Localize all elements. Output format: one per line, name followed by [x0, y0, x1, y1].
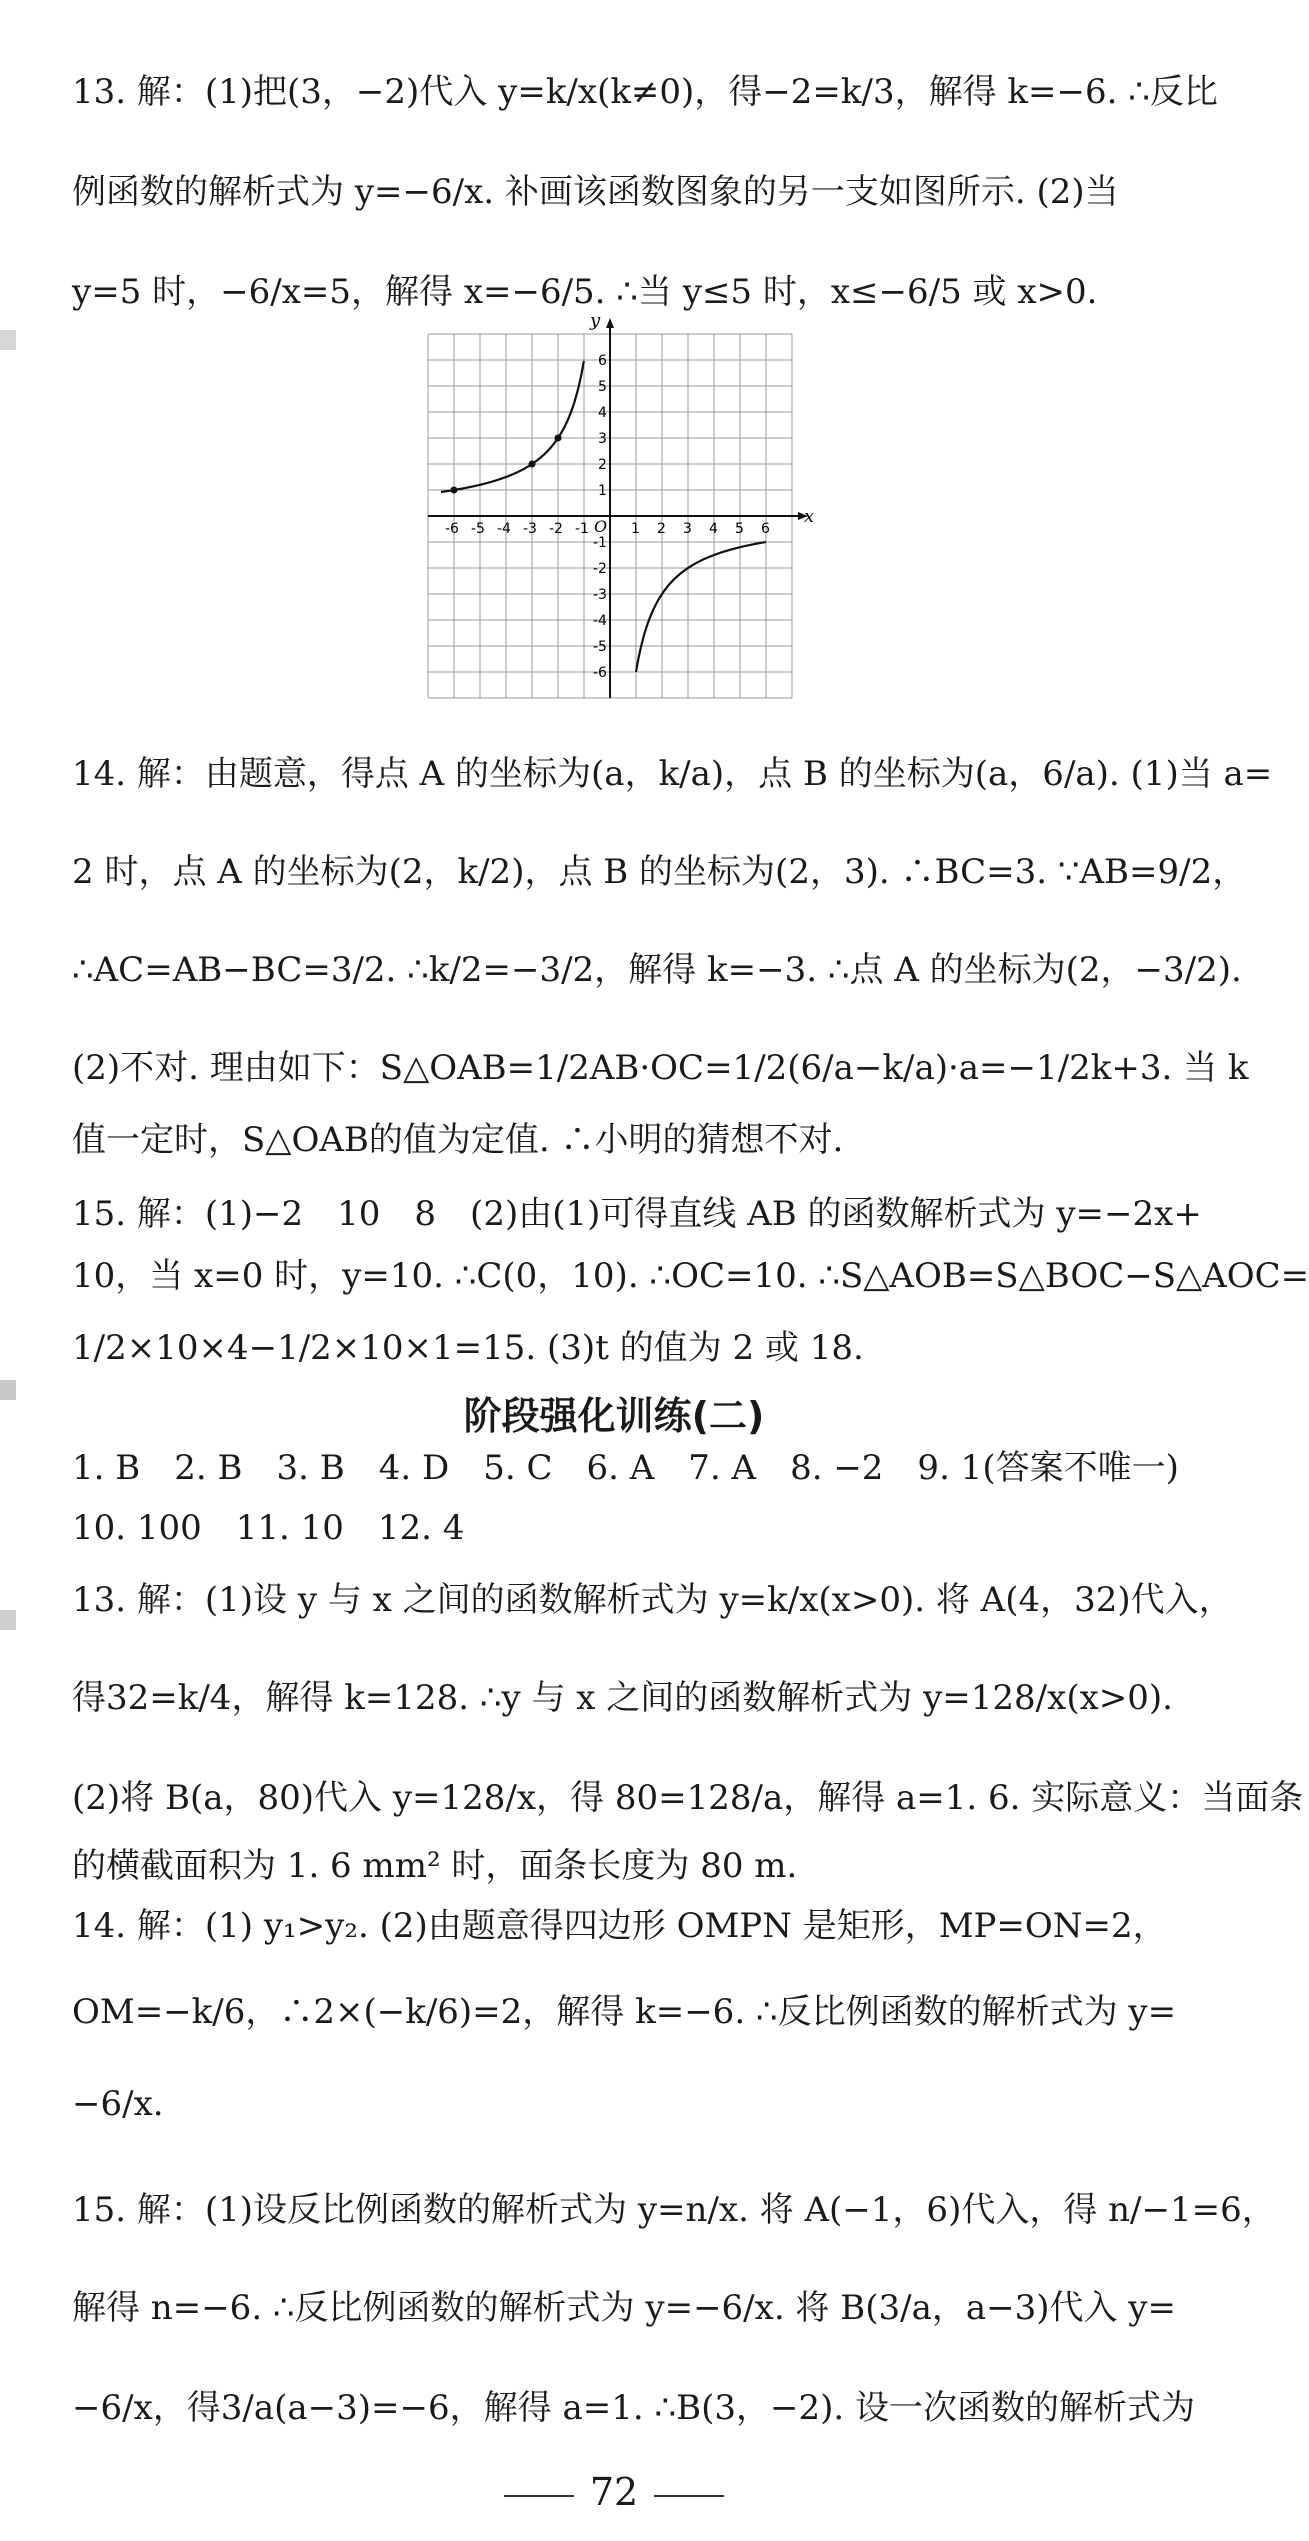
answer-line: 1. B 2. B 3. B 4. D 5. C 6. A 7. A 8. −2 9. 1(答案不唯一) — [72, 1448, 1179, 1488]
origin-label: O — [594, 517, 608, 536]
text-line: (2)将 B(a，80)代入 y=128/x，得 80=128/a，解得 a=1. 6. 实际意义：当面条 — [72, 1778, 1304, 1818]
text-line: 14. 解：由题意，得点 A 的坐标为(a，k/a)，点 B 的坐标为(a，6/a). (1)当 a= — [72, 754, 1273, 794]
text-line: 的横截面积为 1. 6 mm² 时，面条长度为 80 m. — [72, 1846, 798, 1886]
marked-point — [529, 461, 536, 468]
edge-mark — [0, 330, 16, 350]
text-line: 13. 解：(1)设 y 与 x 之间的函数解析式为 y=k/x(x>0). 将 A(4，32)代入， — [72, 1580, 1233, 1620]
text-line: 15. 解：(1)设反比例函数的解析式为 y=n/x. 将 A(−1，6)代入，得 n/−1=6， — [72, 2190, 1276, 2230]
text-line: ∴AC=AB−BC=3/2. ∴k/2=−3/2，解得 k=−3. ∴点 A 的坐标为(2，−3/2). — [72, 950, 1242, 990]
hyperbola-graph — [430, 310, 815, 716]
text-line: y=5 时，−6/x=5，解得 x=−6/5. ∴当 y≤5 时，x≤−6/5 或 x>0. — [72, 272, 1098, 312]
curve-branch-left — [441, 361, 584, 492]
edge-mark — [0, 1610, 16, 1630]
x-tick-label: -5 — [471, 521, 485, 537]
text-line: 10，当 x=0 时，y=10. ∴C(0，10). ∴OC=10. ∴S△AOB=S△BOC−S△AOC= — [72, 1256, 1309, 1296]
y-tick-label: 4 — [598, 405, 607, 421]
marked-point — [555, 435, 562, 442]
y-tick-label: 5 — [598, 379, 607, 395]
y-tick-label: 2 — [598, 457, 607, 473]
y-tick-label: -5 — [593, 639, 607, 655]
text-line: 15. 解：(1)−2 10 8 (2)由(1)可得直线 AB 的函数解析式为 y=−2x+ — [72, 1194, 1202, 1234]
answer-line: 10. 100 11. 10 12. 4 — [72, 1508, 465, 1548]
section-title: 阶段强化训练(二) — [463, 1394, 765, 1438]
text-line: (2)不对. 理由如下：S△OAB=1/2AB·OC=1/2(6/a−k/a)·a=−1/2k+3. 当 k — [72, 1048, 1249, 1088]
y-tick-label: -4 — [593, 613, 607, 629]
x-tick-label: -4 — [497, 521, 511, 537]
x-tick-label: 4 — [709, 521, 718, 537]
text-line: 值一定时，S△OAB的值为定值. ∴小明的猜想不对. — [72, 1120, 844, 1160]
x-tick-label: -2 — [549, 521, 563, 537]
y-tick-label: -2 — [593, 561, 607, 577]
text-line: 14. 解：(1) y₁>y₂. (2)由题意得四边形 OMPN 是矩形，MP=ON=2， — [72, 1906, 1167, 1946]
x-tick-label: -1 — [575, 521, 589, 537]
x-tick-label: 2 — [657, 521, 666, 537]
marked-point — [451, 487, 458, 494]
page-number-value: 72 — [589, 2470, 639, 2514]
x-tick-label: 1 — [631, 521, 640, 537]
y-tick-label: -1 — [593, 535, 607, 551]
curve-branch-right — [636, 542, 766, 672]
text-line: 得32=k/4，解得 k=128. ∴y 与 x 之间的函数解析式为 y=128/x(x>0). — [72, 1678, 1173, 1718]
y-tick-label: 1 — [598, 483, 607, 499]
x-tick-label: 5 — [735, 521, 744, 537]
text-line: −6/x. — [72, 2084, 164, 2124]
y-tick-label: -6 — [593, 665, 607, 681]
text-line: 例函数的解析式为 y=−6/x. 补画该函数图象的另一支如图所示. (2)当 — [72, 172, 1119, 212]
x-axis-label: x — [804, 506, 815, 527]
y-tick-label: 6 — [598, 353, 607, 369]
text-line: −6/x，得3/a(a−3)=−6，解得 a=1. ∴B(3，−2). 设一次函数的解析式为 — [72, 2388, 1195, 2428]
x-tick-label: 3 — [683, 521, 692, 537]
y-tick-label: 3 — [598, 431, 607, 447]
page-number — [0, 2468, 1228, 2516]
text-line: 解得 n=−6. ∴反比例函数的解析式为 y=−6/x. 将 B(3/a，a−3)代入 y= — [72, 2288, 1177, 2328]
x-tick-label: 6 — [761, 521, 770, 537]
x-tick-label: -6 — [445, 521, 459, 537]
text-line: OM=−k/6，∴2×(−k/6)=2，解得 k=−6. ∴反比例函数的解析式为 y= — [72, 1992, 1177, 2032]
text-line: 2 时，点 A 的坐标为(2，k/2)，点 B 的坐标为(2，3). ∴BC=3. ∵AB=9/2， — [72, 852, 1247, 892]
x-tick-label: -3 — [523, 521, 537, 537]
y-axis-arrow — [606, 318, 614, 328]
text-line: 13. 解：(1)把(3，−2)代入 y=k/x(k≠0)，得−2=k/3，解得 k=−6. ∴反比 — [72, 72, 1218, 112]
y-tick-label: -3 — [593, 587, 607, 603]
text-line: 1/2×10×4−1/2×10×1=15. (3)t 的值为 2 或 18. — [72, 1328, 864, 1368]
y-axis-label: y — [590, 310, 601, 331]
